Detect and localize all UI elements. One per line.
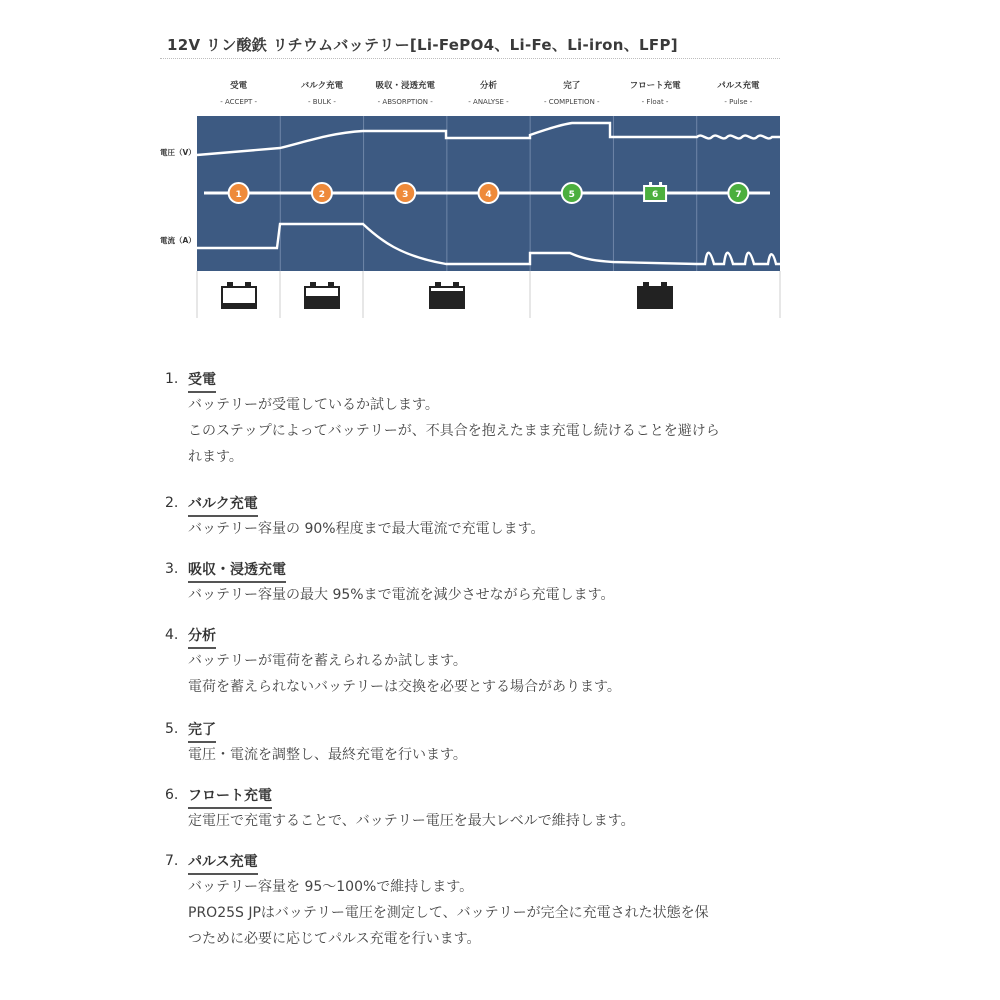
- stage-name-en: - BULK -: [307, 98, 336, 106]
- battery-state-row: [197, 271, 780, 318]
- stage-marker-number: 2: [318, 190, 326, 200]
- stage-name-jp: 分析: [479, 81, 498, 91]
- step-number: 5.: [165, 721, 179, 737]
- stage-name-jp: 受電: [230, 81, 248, 91]
- step-title: 受電: [188, 369, 216, 393]
- stage-name-jp: フロート充電: [629, 81, 681, 91]
- stage-marker-number: 7: [735, 190, 742, 200]
- step-number: 2.: [165, 495, 179, 511]
- voltage-axis-label: 電圧（V）: [160, 148, 196, 157]
- stage-name-jp: パルス充電: [717, 81, 760, 91]
- step-item: [165, 622, 785, 700]
- stage-marker-number: 6: [651, 190, 659, 200]
- step-description: このステップによってバッテリーが、不具合を抱えたまま充電し続けることを避けら: [188, 423, 720, 439]
- battery-half-icon: [305, 282, 339, 308]
- battery-mostly-full-icon: [430, 282, 464, 308]
- charging-stages-diagram: [0, 0, 1000, 340]
- step-description: バッテリー容量を 95～100%で維持します。: [188, 879, 474, 895]
- step-title: 吸収・浸透充電: [188, 559, 286, 583]
- stage-marker-5: [562, 183, 582, 203]
- step-number: 4.: [165, 627, 179, 643]
- step-title: パルス充電: [188, 851, 258, 875]
- stage-marker-2: [312, 183, 332, 203]
- stage-marker-4: [479, 183, 499, 203]
- step-item: [165, 366, 785, 470]
- stage-marker-number: 3: [402, 190, 409, 200]
- step-number: 3.: [165, 561, 179, 577]
- stage-name-en: - ANALYSE -: [468, 98, 509, 106]
- step-title: 完了: [188, 719, 216, 743]
- step-description: 電荷を蓄えられないバッテリーは交換を必要とする場合があります。: [188, 679, 621, 695]
- step-title: 分析: [188, 625, 216, 649]
- battery-full-icon: [638, 282, 672, 308]
- step-description: バッテリー容量の最大 95%まで電流を減少させながら充電します。: [188, 587, 615, 603]
- stage-name-jp: 吸収・浸透充電: [375, 81, 435, 91]
- step-item: [165, 782, 785, 834]
- step-number: 6.: [165, 787, 179, 803]
- stage-marker-3: [395, 183, 415, 203]
- battery-empty-icon: [222, 282, 256, 308]
- page-title: 12V リン酸鉄 リチウムバッテリー[Li-FePO4、Li-Fe、Li-iron、LFP]: [167, 36, 678, 54]
- step-item: [165, 716, 785, 768]
- stage-name-en: - Float -: [641, 98, 669, 106]
- step-title: フロート充電: [188, 785, 272, 809]
- current-axis-label: 電流（A）: [160, 236, 196, 245]
- step-number: 7.: [165, 853, 179, 869]
- step-description: つために必要に応じてパルス充電を行います。: [188, 931, 481, 947]
- stage-marker-number: 1: [235, 190, 242, 200]
- step-title: バルク充電: [188, 493, 258, 517]
- step-description: れます。: [188, 449, 243, 465]
- step-description: バッテリーが電荷を蓄えられるか試します。: [188, 653, 467, 669]
- stage-name-en: - COMPLETION -: [543, 98, 600, 106]
- step-description: PRO25S JPはバッテリー電圧を測定して、バッテリーが完全に充電された状態を保: [188, 905, 709, 921]
- stage-marker-1: [229, 183, 249, 203]
- step-description: バッテリーが受電しているか試します。: [188, 397, 439, 413]
- stage-marker-number: 4: [485, 190, 492, 200]
- stage-marker-number: 5: [568, 190, 575, 200]
- stage-name-en: - Pulse -: [724, 98, 753, 106]
- step-number: 1.: [165, 371, 179, 387]
- step-description: 電圧・電流を調整し、最終充電を行います。: [188, 747, 467, 763]
- steps-list: [165, 366, 785, 952]
- step-item: [165, 556, 785, 608]
- step-item: [165, 848, 785, 952]
- step-description: 定電圧で充電することで、バッテリー電圧を最大レベルで維持します。: [188, 813, 635, 829]
- stage-name-en: - ACCEPT -: [220, 98, 258, 106]
- stage-name-en: - ABSORPTION -: [377, 98, 433, 106]
- step-item: [165, 490, 785, 542]
- step-description: バッテリー容量の 90%程度まで最大電流で充電します。: [188, 521, 545, 537]
- stage-marker-7: [728, 183, 748, 203]
- stage-name-jp: バルク充電: [300, 81, 344, 91]
- stage-name-jp: 完了: [563, 81, 581, 91]
